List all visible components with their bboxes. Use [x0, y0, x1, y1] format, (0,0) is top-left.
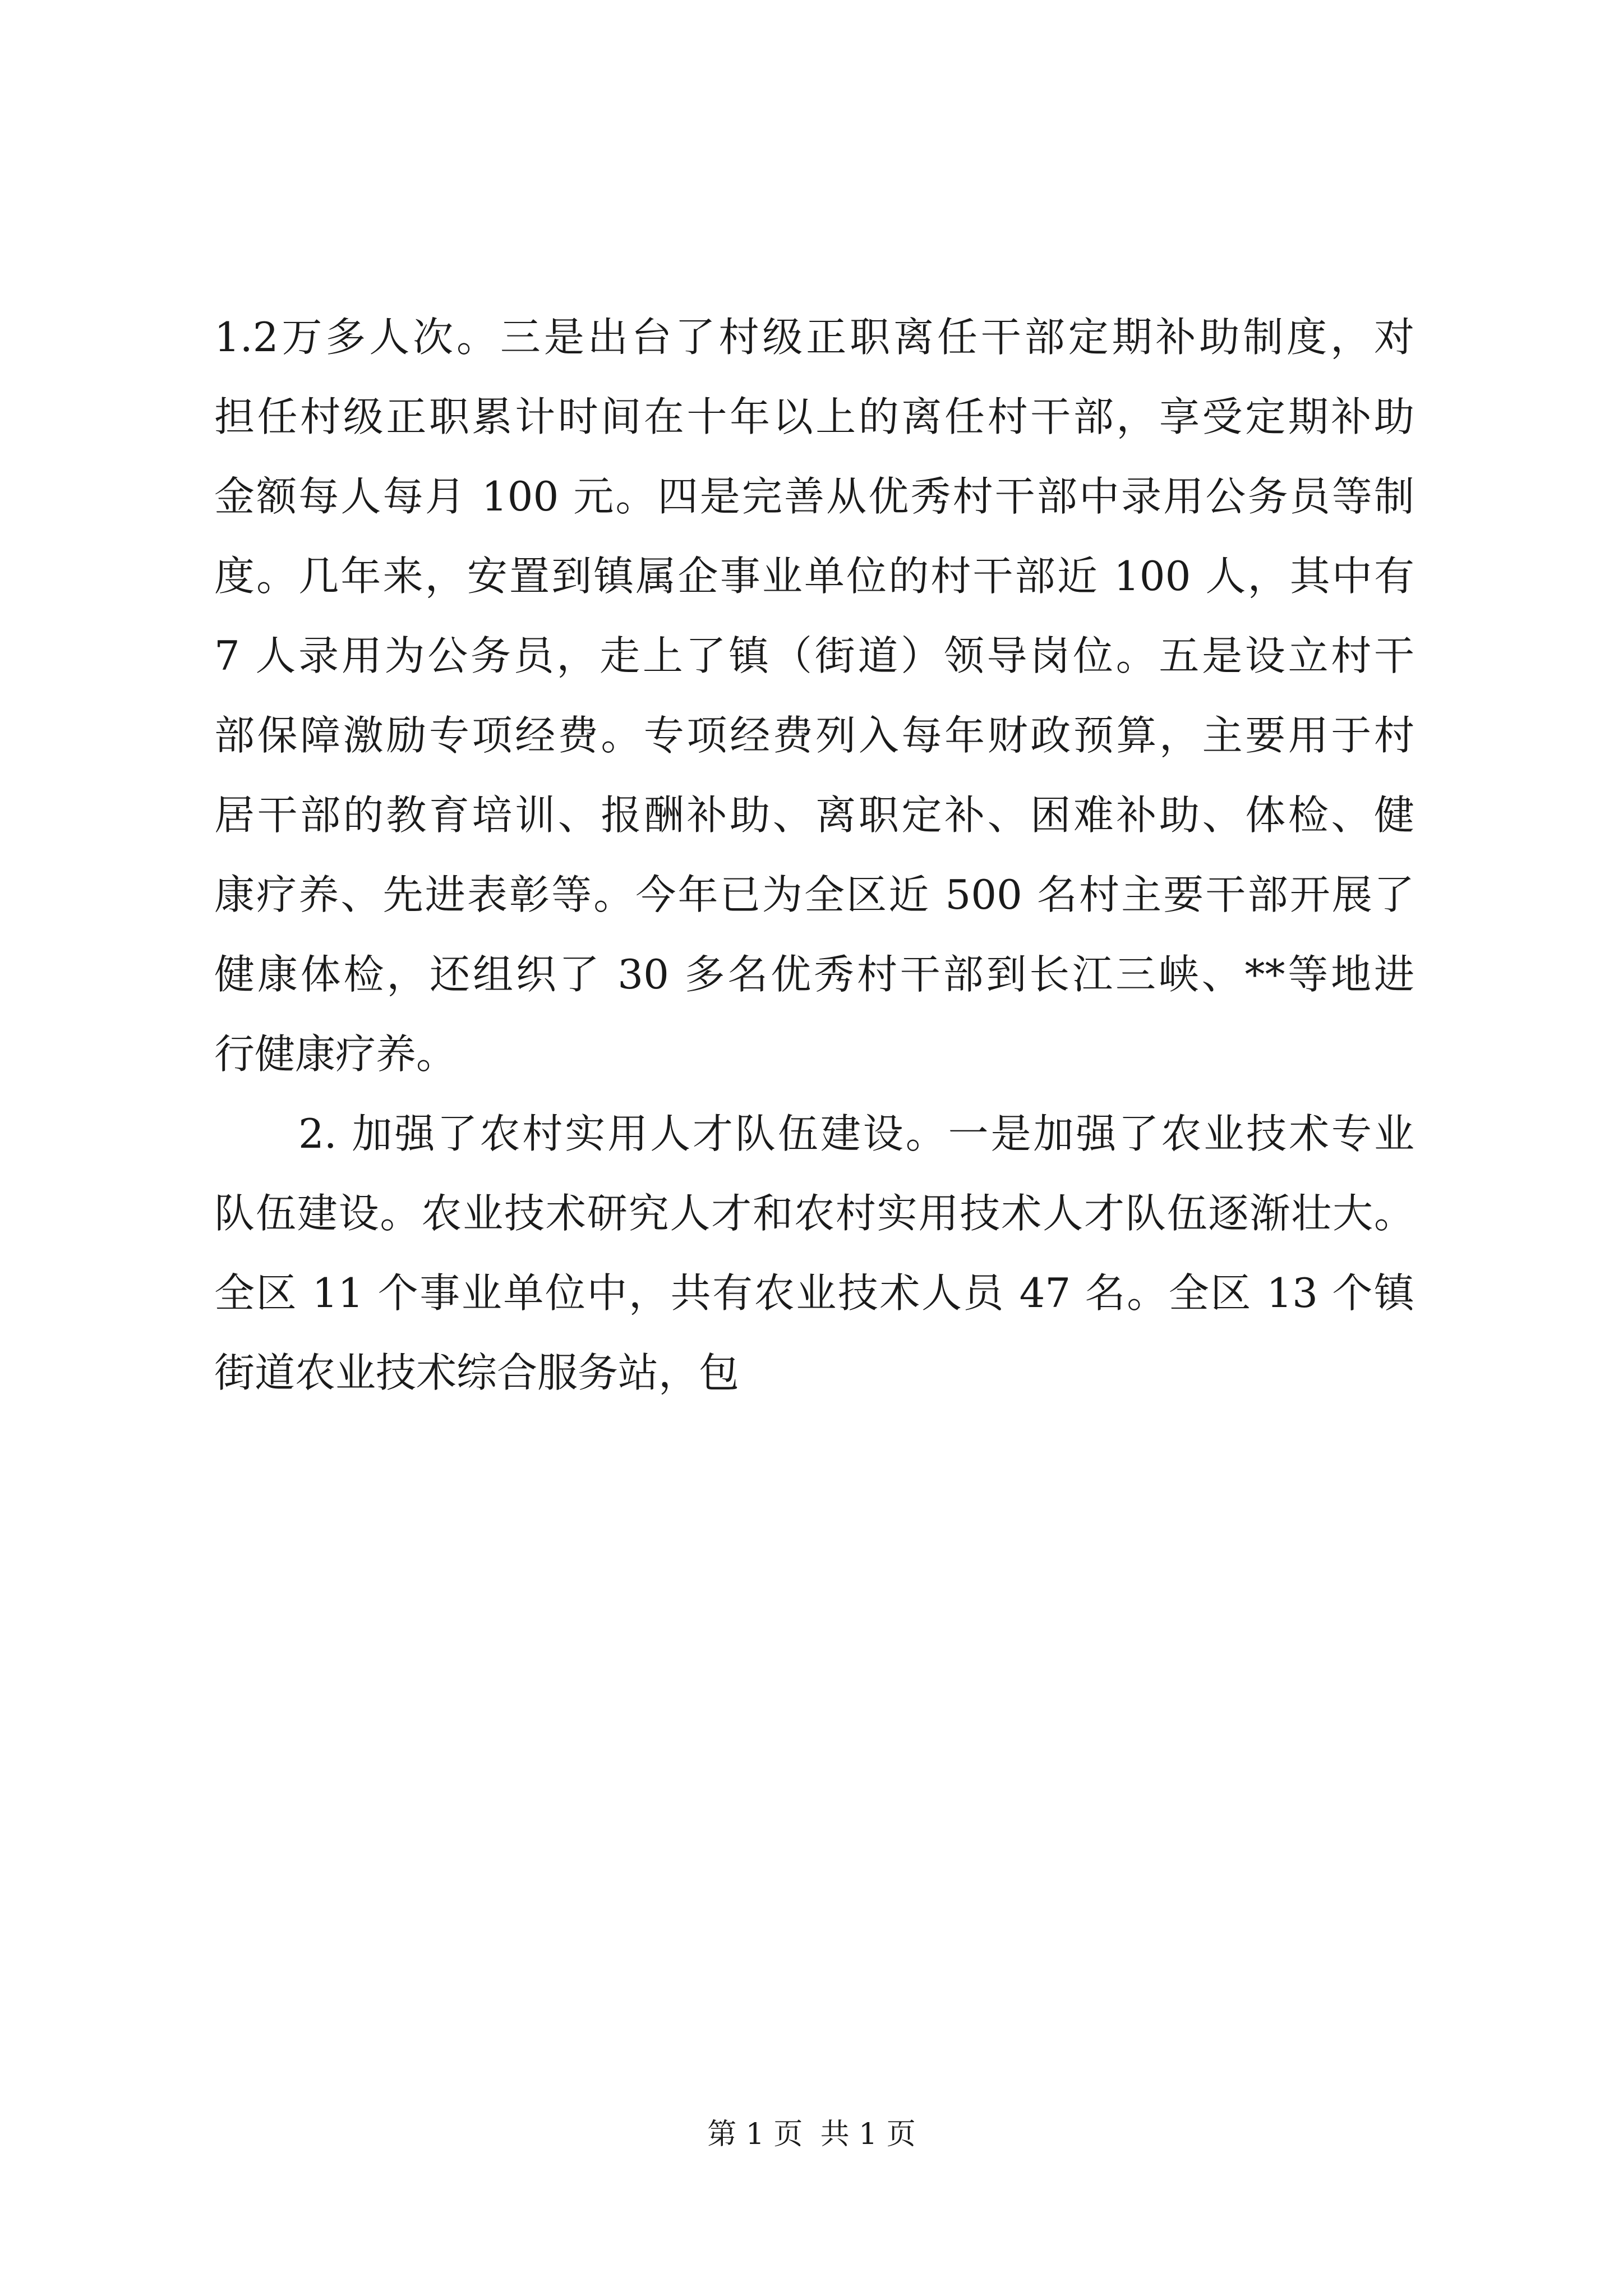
paragraph-continuation — [214, 297, 1414, 1094]
page-total: 共 1 页 — [820, 2118, 916, 2151]
text-line: 金额每人每月 100 元。四是完善从优秀村干部中录用公务员等制 — [214, 473, 1414, 520]
text-line: 全区 11 个事业单位中，共有农业技术人员 47 名。全区 13 个镇 — [214, 1269, 1414, 1317]
text-line: 2. 加强了农村实用人才队伍建设。一是加强了农业技术专业 — [298, 1110, 1414, 1157]
text-line: 1.2万多人次。三是出台了村级正职离任干部定期补助制度，对 — [214, 314, 1414, 361]
page-number: 第 1 页 — [707, 2118, 803, 2151]
text-line: 健康体检，还组织了 30 多名优秀村干部到长江三峡、**等地进 — [214, 951, 1414, 998]
text-line: 居干部的教育培训、报酬补助、离职定补、困难补助、体检、健 — [214, 792, 1414, 839]
text-line: 担任村级正职累计时间在十年以上的离任村干部，享受定期补助 — [214, 393, 1414, 440]
text-line: 度。几年来，安置到镇属企事业单位的村干部近 100 人，其中有 — [214, 553, 1414, 600]
text-line: 行健康疗养。 — [214, 1030, 457, 1078]
text-line: 部保障激励专项经费。专项经费列入每年财政预算，主要用于村 — [214, 712, 1414, 759]
text-line: 队伍建设。农业技术研究人才和农村实用技术人才队伍逐渐壮大。 — [214, 1190, 1414, 1237]
paragraph-section-2 — [214, 1094, 1414, 1412]
page-footer — [0, 2118, 1623, 2151]
text-line: 7 人录用为公务员，走上了镇（街道）领导岗位。五是设立村干 — [214, 632, 1414, 679]
body-text — [214, 297, 1414, 1412]
text-line: 康疗养、先进表彰等。今年已为全区近 500 名村主要干部开展了 — [214, 871, 1414, 918]
text-line: 街道农业技术综合服务站，包 — [214, 1349, 740, 1396]
